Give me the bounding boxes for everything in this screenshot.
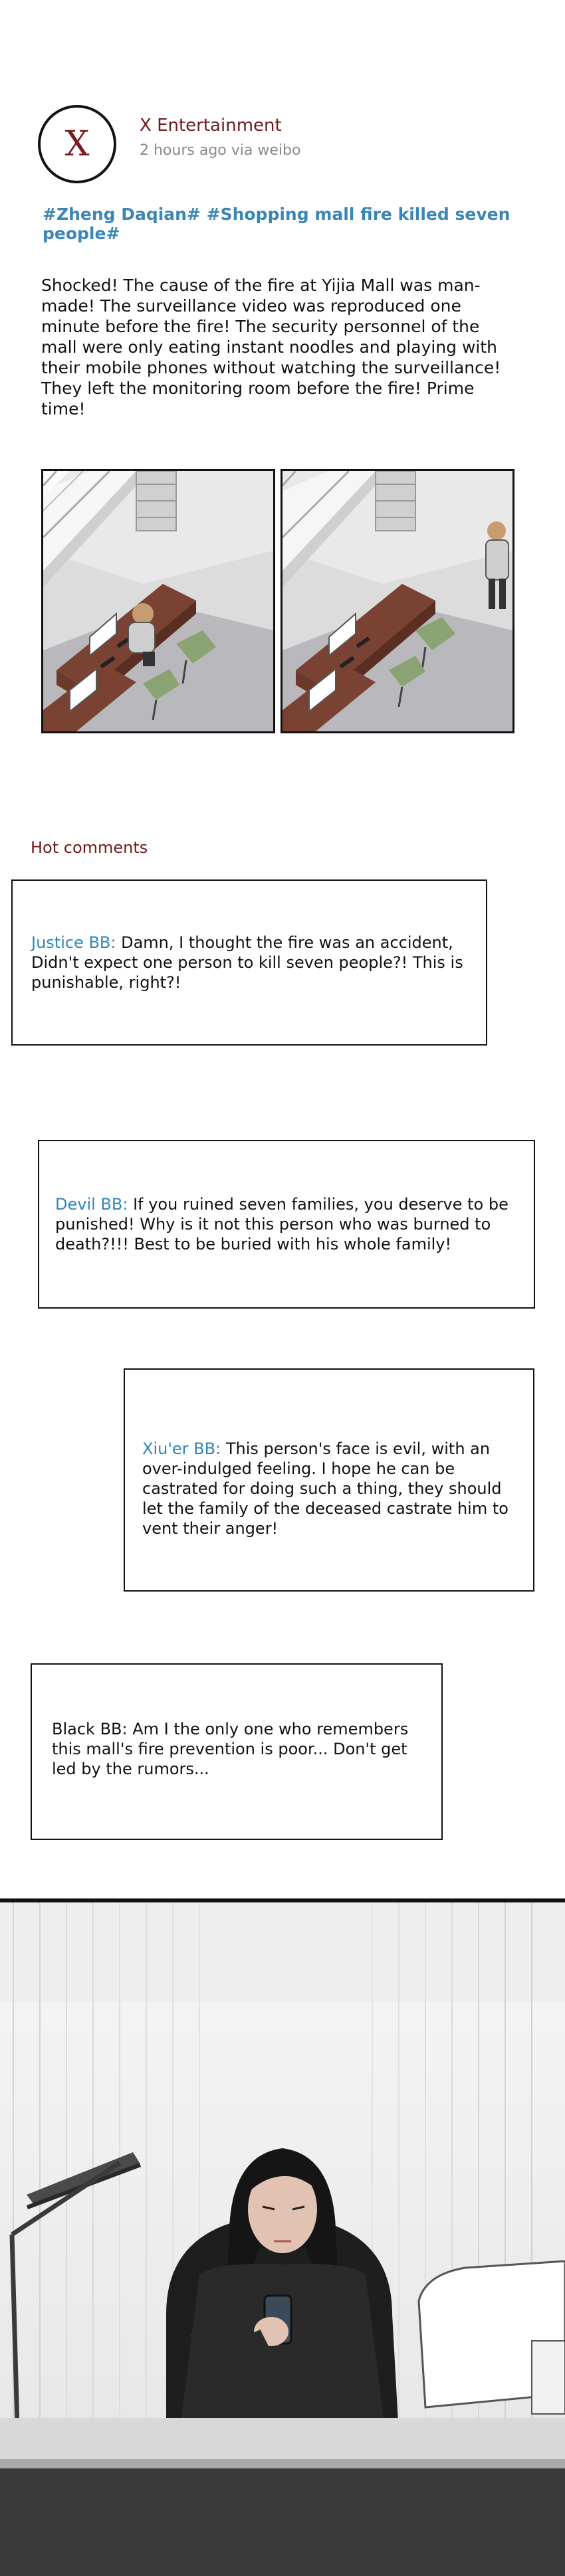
- hot-comments-heading: Hot comments: [31, 838, 148, 857]
- surveillance-illustration: [282, 471, 512, 731]
- comment-card[interactable]: [124, 1368, 534, 1592]
- comment-text: This person's face is evil, with an over-indulged feeling. I hope he can be castrated for doing such a thing, they should let the family of the deceased castrate him to vent their anger!: [142, 1439, 508, 1538]
- comment-username[interactable]: Xiu'er BB:: [142, 1439, 221, 1458]
- comment-content: [142, 1439, 522, 1538]
- surveillance-illustration: [43, 471, 273, 731]
- comment-text: Damn, I thought the fire was an accident, Didn't expect one person to kill seven people?! This is punishable, right?!: [31, 933, 463, 992]
- comment-username[interactable]: Devil BB:: [55, 1195, 128, 1214]
- post-meta: 2 hours ago via weibo: [140, 142, 301, 159]
- comment-card[interactable]: [38, 1140, 535, 1309]
- comment-content: [31, 933, 470, 992]
- comment-content: [55, 1194, 520, 1254]
- post-hashtags[interactable]: #Zheng Daqian# #Shopping mall fire killed seven people#: [43, 205, 510, 243]
- comment-text: Am I the only one who remembers this mall's fire prevention is poor... Don't get led by the rumors...: [52, 1720, 409, 1778]
- comment-content: [52, 1719, 424, 1779]
- post-body: Shocked! The cause of the fire at Yijia Mall was man-made! The surveillance video was reproduced one minute before the fire! The security personnel of the mall were only eating instant noodles and playing with their mobile phones without watching the surveillance! They left the monitoring room before the fire! Prime time!: [41, 276, 501, 418]
- woman-reading-phone-illustration: [0, 1902, 565, 2576]
- account-name[interactable]: X Entertainment: [140, 116, 282, 136]
- comment-username[interactable]: Justice BB:: [31, 933, 116, 952]
- reader-illustration-panel: [0, 1898, 565, 2576]
- comment-text: If you ruined seven families, you deserve to be punished! Why is it not this person who was burned to death?!!! Best to be buried with his whole family!: [55, 1195, 508, 1253]
- surveillance-image-1[interactable]: [41, 469, 275, 733]
- comment-card[interactable]: [31, 1663, 443, 1840]
- comment-username[interactable]: Black BB:: [52, 1720, 128, 1738]
- account-avatar[interactable]: [38, 105, 116, 183]
- avatar-letter: X: [64, 124, 90, 164]
- surveillance-image-2[interactable]: [281, 469, 514, 733]
- comment-card[interactable]: [11, 879, 487, 1046]
